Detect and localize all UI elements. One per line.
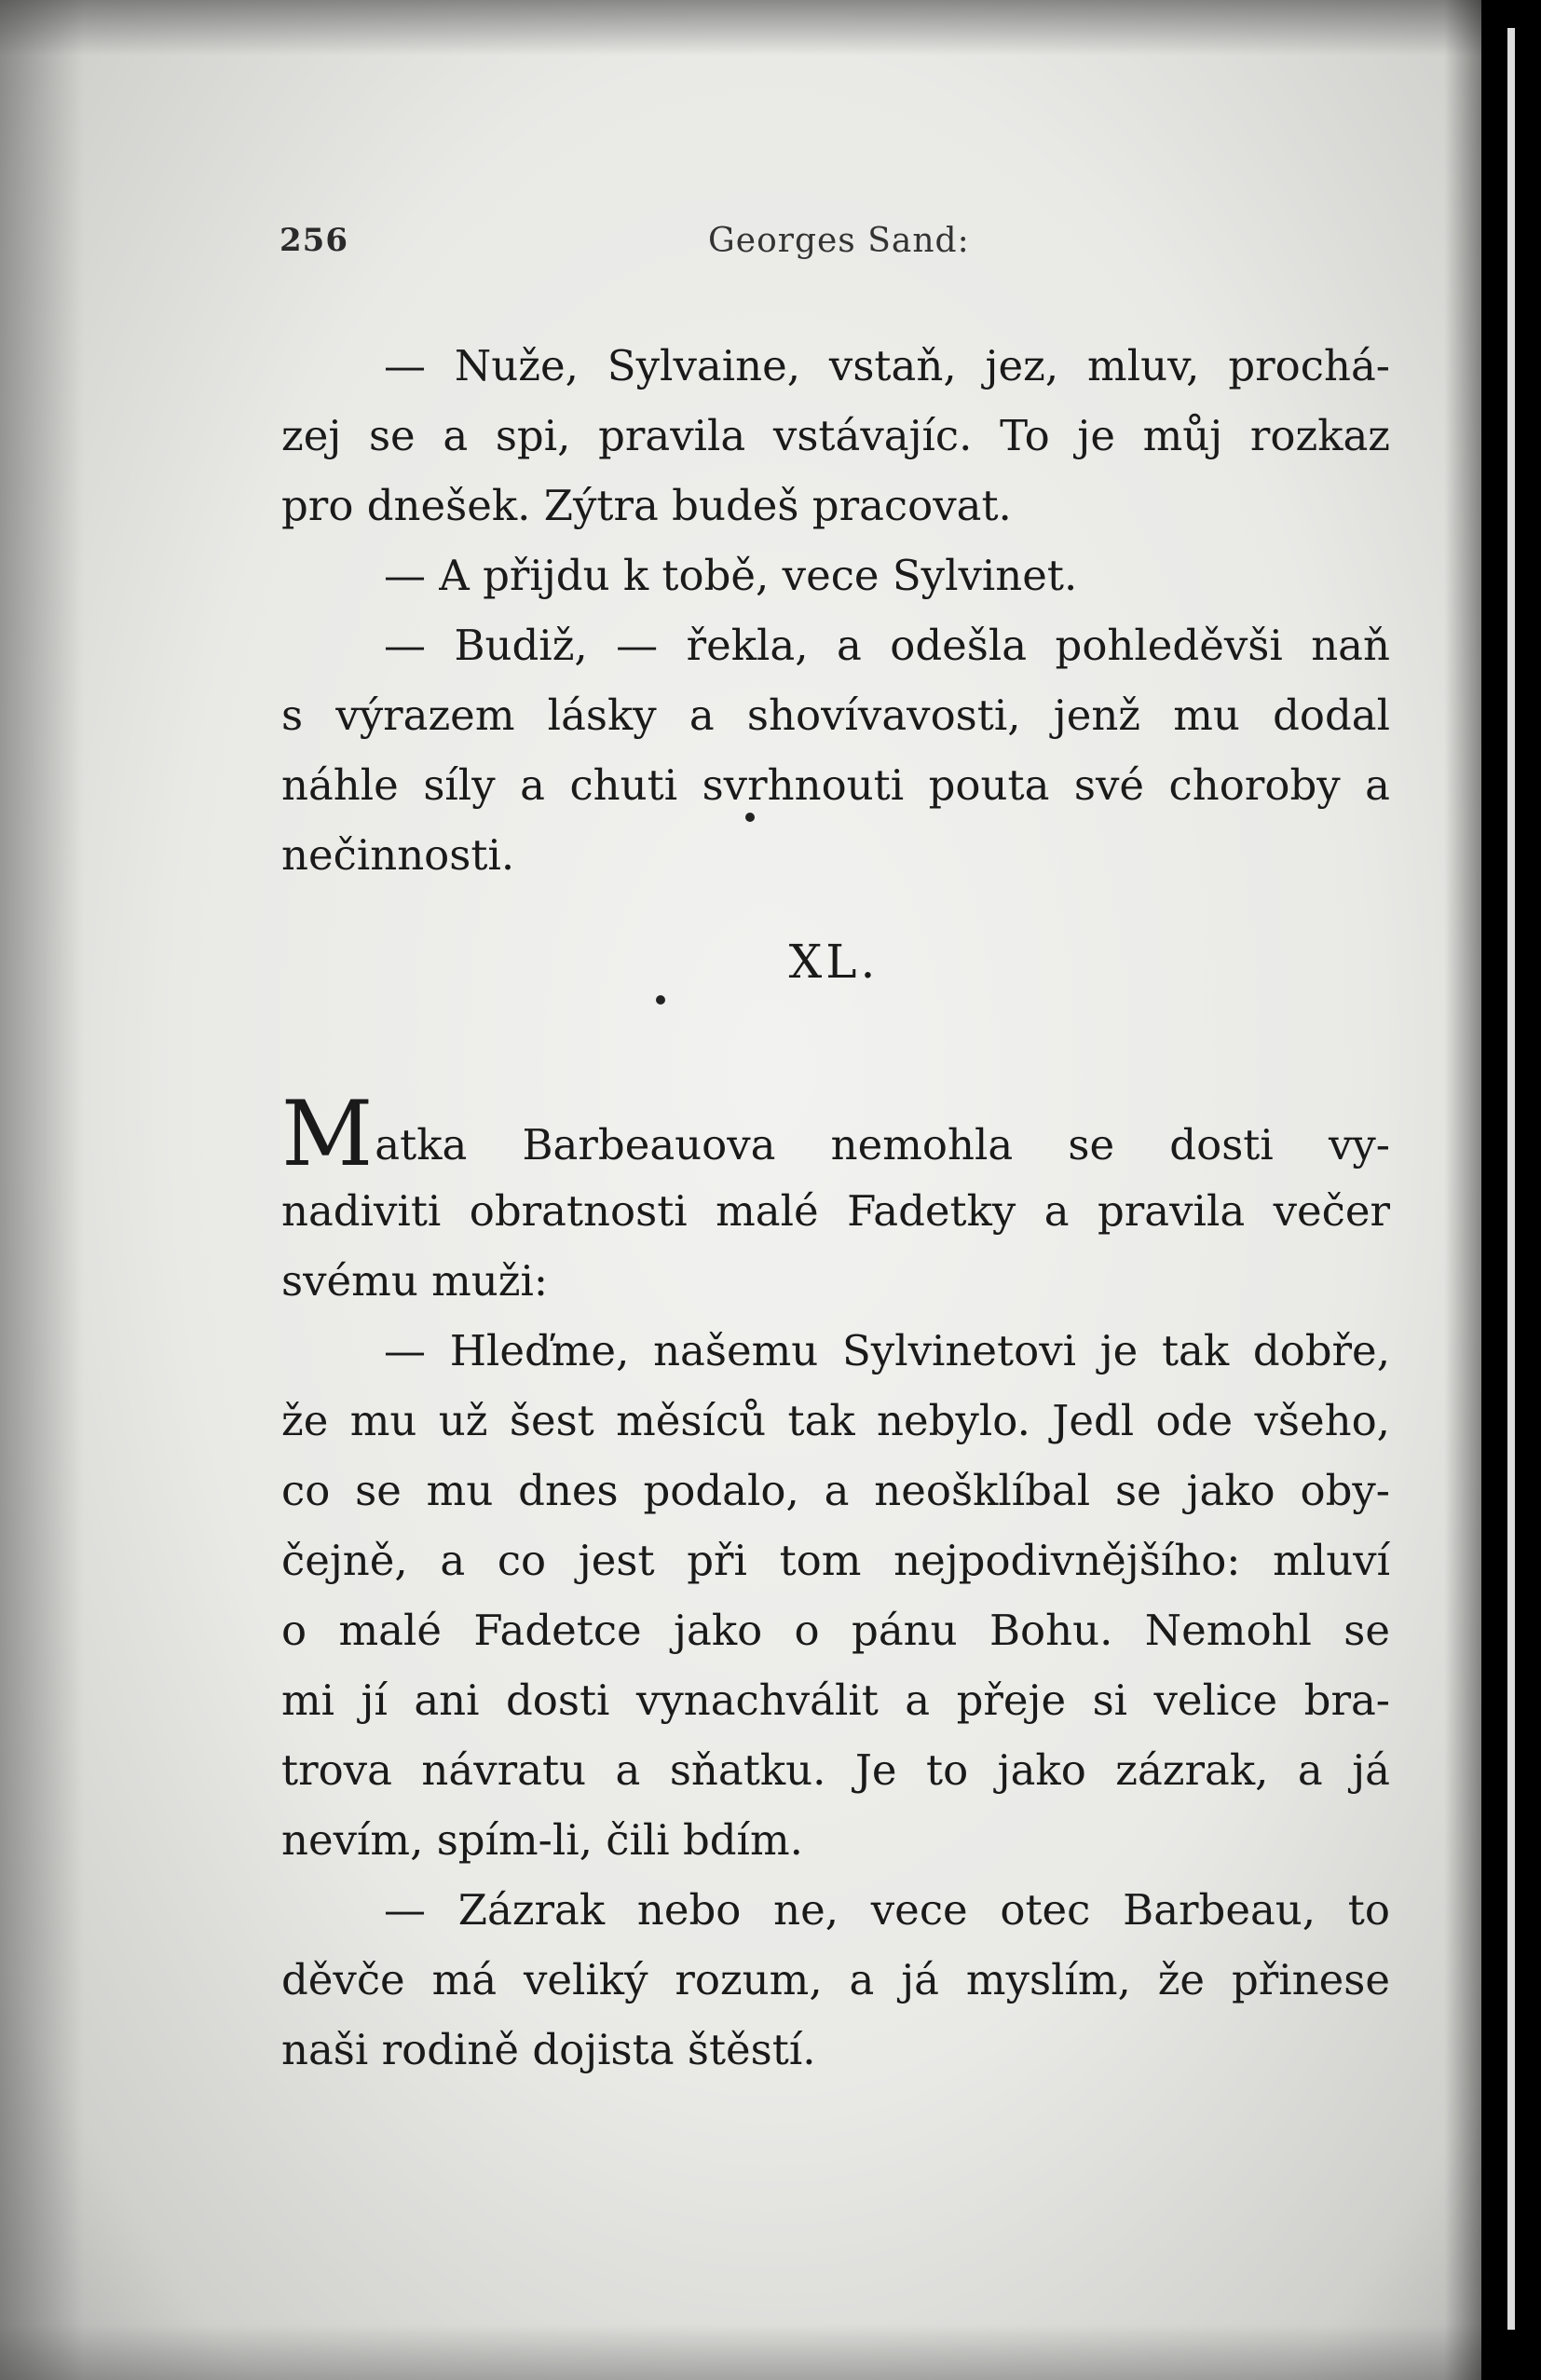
text-line-first <box>281 1082 1390 1186</box>
text-line: — Hleďme, našemu Sylvinetovi je tak dobře, <box>384 1326 1390 1375</box>
text-line: o malé Fadetce jako o pánu Bohu. Nemohl se <box>281 1606 1390 1655</box>
text-line: nevím, spím-li, čili bdím. <box>281 1815 803 1865</box>
chapter-heading: XL. <box>788 935 880 989</box>
text-line: čejně, a co jest při tom nejpodivnějšího: mluví <box>281 1536 1390 1585</box>
text-line: nečinnosti. <box>281 830 515 880</box>
text-section-2 <box>281 1082 1390 2085</box>
text-line: zej se a spi, pravila vstávajíc. To je můj rozkaz <box>281 411 1390 460</box>
text-line: naši rodině dojista štěstí. <box>281 2025 816 2074</box>
text-line: svému muži: <box>281 1256 549 1306</box>
page-edge-shadow-bottom <box>0 2324 1541 2380</box>
text-line: pro dnešek. Zýtra budeš pracovat. <box>281 481 1012 530</box>
ink-speck <box>745 813 755 822</box>
page-edge-shadow-left <box>0 0 84 2380</box>
text-line: že mu už šest měsíců tak nebylo. Jedl ode všeho, <box>281 1396 1390 1445</box>
text-line: s výrazem lásky a shovívavosti, jenž mu dodal <box>281 691 1390 740</box>
text-line: co se mu dnes podalo, a neošklíbal se jako oby- <box>281 1466 1390 1515</box>
text-line: — Budiž, — řekla, a odešla pohleděvši naň <box>384 621 1390 670</box>
text-line: děvče má veliký rozum, a já myslím, že přinese <box>281 1955 1390 2004</box>
text-section-1 <box>281 331 1390 890</box>
page-number: 256 <box>280 222 348 259</box>
drop-cap: M <box>281 1082 374 1186</box>
running-head: Georges Sand: <box>708 222 970 260</box>
text-line: — A přijdu k tobě, vece Sylvinet. <box>384 551 1078 600</box>
text-line: nadiviti obratnosti malé Fadetky a pravila večer <box>281 1186 1390 1236</box>
binding-edge-line <box>1507 28 1515 2330</box>
text-line: trova návratu a sňatku. Je to jako zázrak, a já <box>281 1745 1390 1795</box>
page-gutter-shadow <box>1444 0 1481 2380</box>
page-header <box>280 222 1379 268</box>
text-line: mi jí ani dosti vynachválit a přeje si velice bra- <box>281 1676 1390 1725</box>
text-line: náhle síly a chuti svrhnouti pouta své choroby a <box>281 760 1390 810</box>
text-line: — Nuže, Sylvaine, vstaň, jez, mluv, prochá- <box>384 341 1390 390</box>
text-line: — Zázrak nebo ne, vece otec Barbeau, to <box>384 1885 1390 1935</box>
ink-speck <box>656 995 665 1005</box>
first-line-text: atka Barbeauova nemohla se dosti vy- <box>375 1120 1390 1169</box>
page-edge-shadow-top <box>0 0 1541 56</box>
